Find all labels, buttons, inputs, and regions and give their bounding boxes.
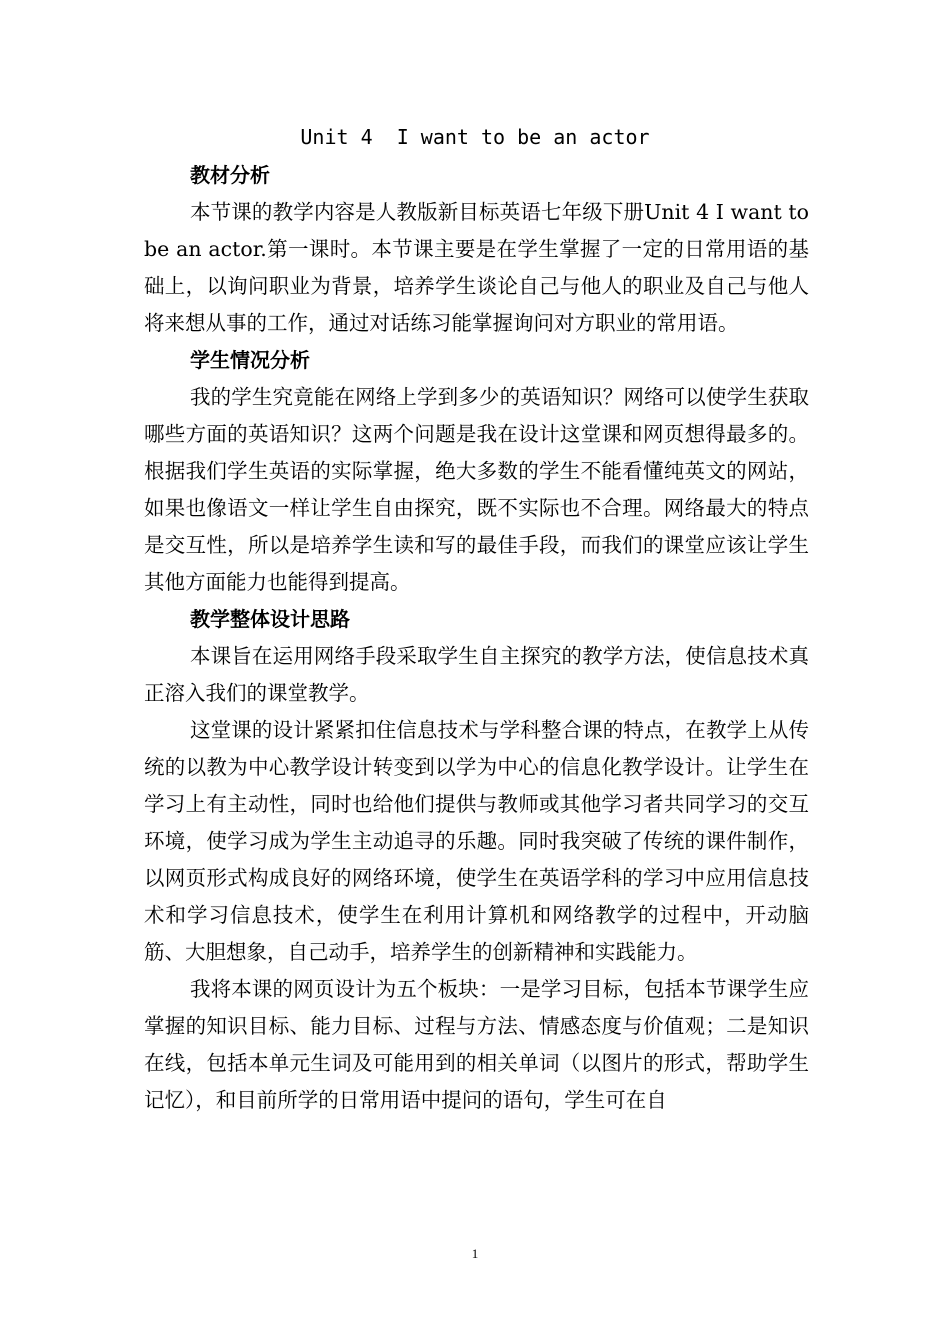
section-heading-student-analysis: 学生情况分析 [190, 348, 310, 372]
paragraph: 我的学生究竟能在网络上学到多少的英语知识？网络可以使学生获取哪些方面的英语知识？这两个问题是我在设计这堂课和网页想得最多的。根据我们学生英语的实际掌握，绝大多数的学生不能看懂纯英文的网站，如果也像语文一样让学生自由探究，既不实际也不合理。网络最大的特点是交互性，所以是培养学生读和写的最佳手段，而我们的课堂应该让学生其他方面能力也能得到提高。 [144, 385, 809, 594]
document-title: Unit 4 I want to be an actor [300, 125, 650, 149]
paragraph: 本节课的教学内容是人教版新目标英语七年级下册Unit 4 I want to be an actor.第一课时。本节课主要是在学生掌握了一定的日常用语的基础上，以询问职业为背景，培养学生谈论自己与他人的职业及自己与他人将来想从事的工作，通过对话练习能掌握询问对方职业的常用语。 [144, 200, 809, 335]
paragraph: 本课旨在运用网络手段采取学生自主探究的教学方法，使信息技术真正溶入我们的课堂教学。 [144, 644, 809, 705]
section-heading-design-approach: 教学整体设计思路 [190, 607, 350, 631]
paragraph: 我将本课的网页设计为五个板块：一是学习目标，包括本节课学生应掌握的知识目标、能力目标、过程与方法、情感态度与价值观；二是知识在线，包括本单元生词及可能用到的相关单词（以图片的形式，帮助学生记忆），和目前所学的日常用语中提问的语句，学生可在自 [144, 977, 809, 1112]
section-heading-textbook-analysis: 教材分析 [190, 163, 270, 187]
page-number: 1 [471, 1246, 479, 1261]
paragraph: 这堂课的设计紧紧扣住信息技术与学科整合课的特点，在教学上从传统的以教为中心教学设计转变到以学为中心的信息化教学设计。让学生在学习上有主动性，同时也给他们提供与教师或其他学习者共同学习的交互环境，使学习成为学生主动追寻的乐趣。同时我突破了传统的课件制作，以网页形式构成良好的网络环境，使学生在英语学科的学习中应用信息技术和学习信息技术，使学生在利用计算机和网络教学的过程中，开动脑筋、大胆想象，自己动手，培养学生的创新精神和实践能力。 [144, 718, 809, 964]
document-body [144, 157, 809, 1119]
